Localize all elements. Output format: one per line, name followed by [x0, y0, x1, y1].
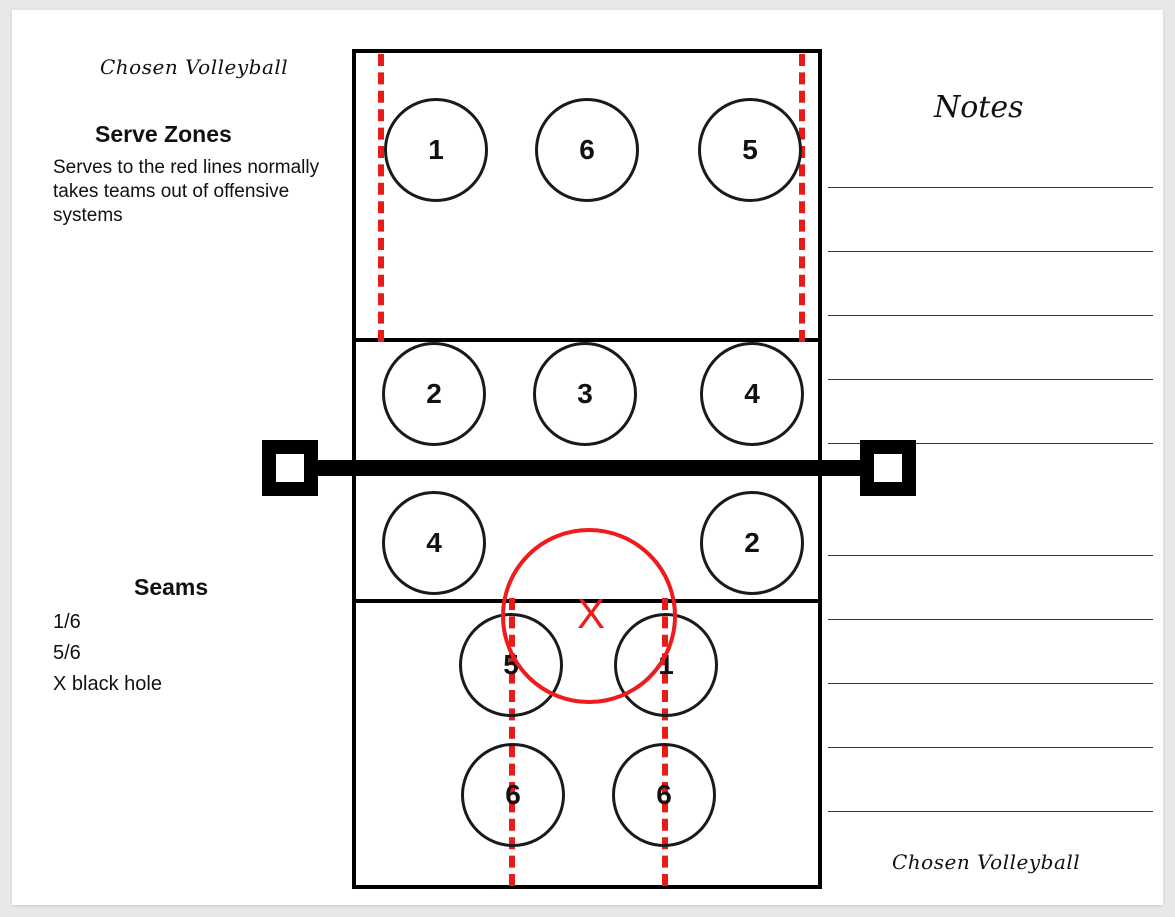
net-bar [288, 460, 888, 476]
player-circle[interactable] [384, 98, 488, 202]
player-circle[interactable] [535, 98, 639, 202]
note-line[interactable] [828, 379, 1153, 380]
player-number: 1 [428, 134, 444, 165]
worksheet-sheet [12, 10, 1163, 905]
player-circle[interactable] [461, 743, 565, 847]
note-line[interactable] [828, 619, 1153, 620]
player-number: 2 [744, 527, 760, 558]
player-number: 6 [505, 779, 521, 810]
player-number: 3 [577, 378, 593, 409]
brand-label-bottom: Chosen Volleyball [892, 850, 1081, 874]
seams-item: 1/6 [53, 611, 81, 633]
serve-zones-title: Serve Zones [95, 121, 232, 147]
player-number: 6 [579, 134, 595, 165]
player-number: 4 [426, 527, 442, 558]
player-number: 4 [744, 378, 760, 409]
notes-title: Notes [934, 90, 1024, 125]
player-number: 5 [503, 649, 519, 680]
player-circle[interactable] [382, 491, 486, 595]
net-post-right [860, 440, 916, 496]
seams-title: Seams [134, 574, 209, 600]
seams-list [53, 607, 313, 700]
player-circle[interactable] [700, 342, 804, 446]
player-number: 6 [656, 779, 672, 810]
serve-zones-description: Serves to the red lines normally takes teams out of offensive systems [53, 157, 320, 226]
seams-item: 5/6 [53, 642, 81, 664]
player-circle[interactable] [700, 491, 804, 595]
note-line[interactable] [828, 251, 1153, 252]
note-line[interactable] [828, 747, 1153, 748]
serve-zone-line-left [378, 54, 384, 342]
note-line[interactable] [828, 187, 1153, 188]
seams-item: X black hole [53, 673, 162, 695]
player-circle[interactable] [698, 98, 802, 202]
note-line[interactable] [828, 683, 1153, 684]
player-circle[interactable] [533, 342, 637, 446]
net-post-right-inner [874, 454, 902, 482]
note-line[interactable] [828, 811, 1153, 812]
player-circle[interactable] [382, 342, 486, 446]
player-number: 1 [658, 649, 674, 680]
black-hole-x-marker: X [577, 590, 606, 637]
net-post-left [262, 440, 318, 496]
note-line[interactable] [828, 315, 1153, 316]
player-number: 2 [426, 378, 442, 409]
brand-label-top: Chosen Volleyball [100, 55, 289, 79]
serve-zone-line-right [799, 54, 805, 342]
net-post-left-inner [276, 454, 304, 482]
player-circle[interactable] [612, 743, 716, 847]
note-line[interactable] [828, 555, 1153, 556]
player-number: 5 [742, 134, 758, 165]
